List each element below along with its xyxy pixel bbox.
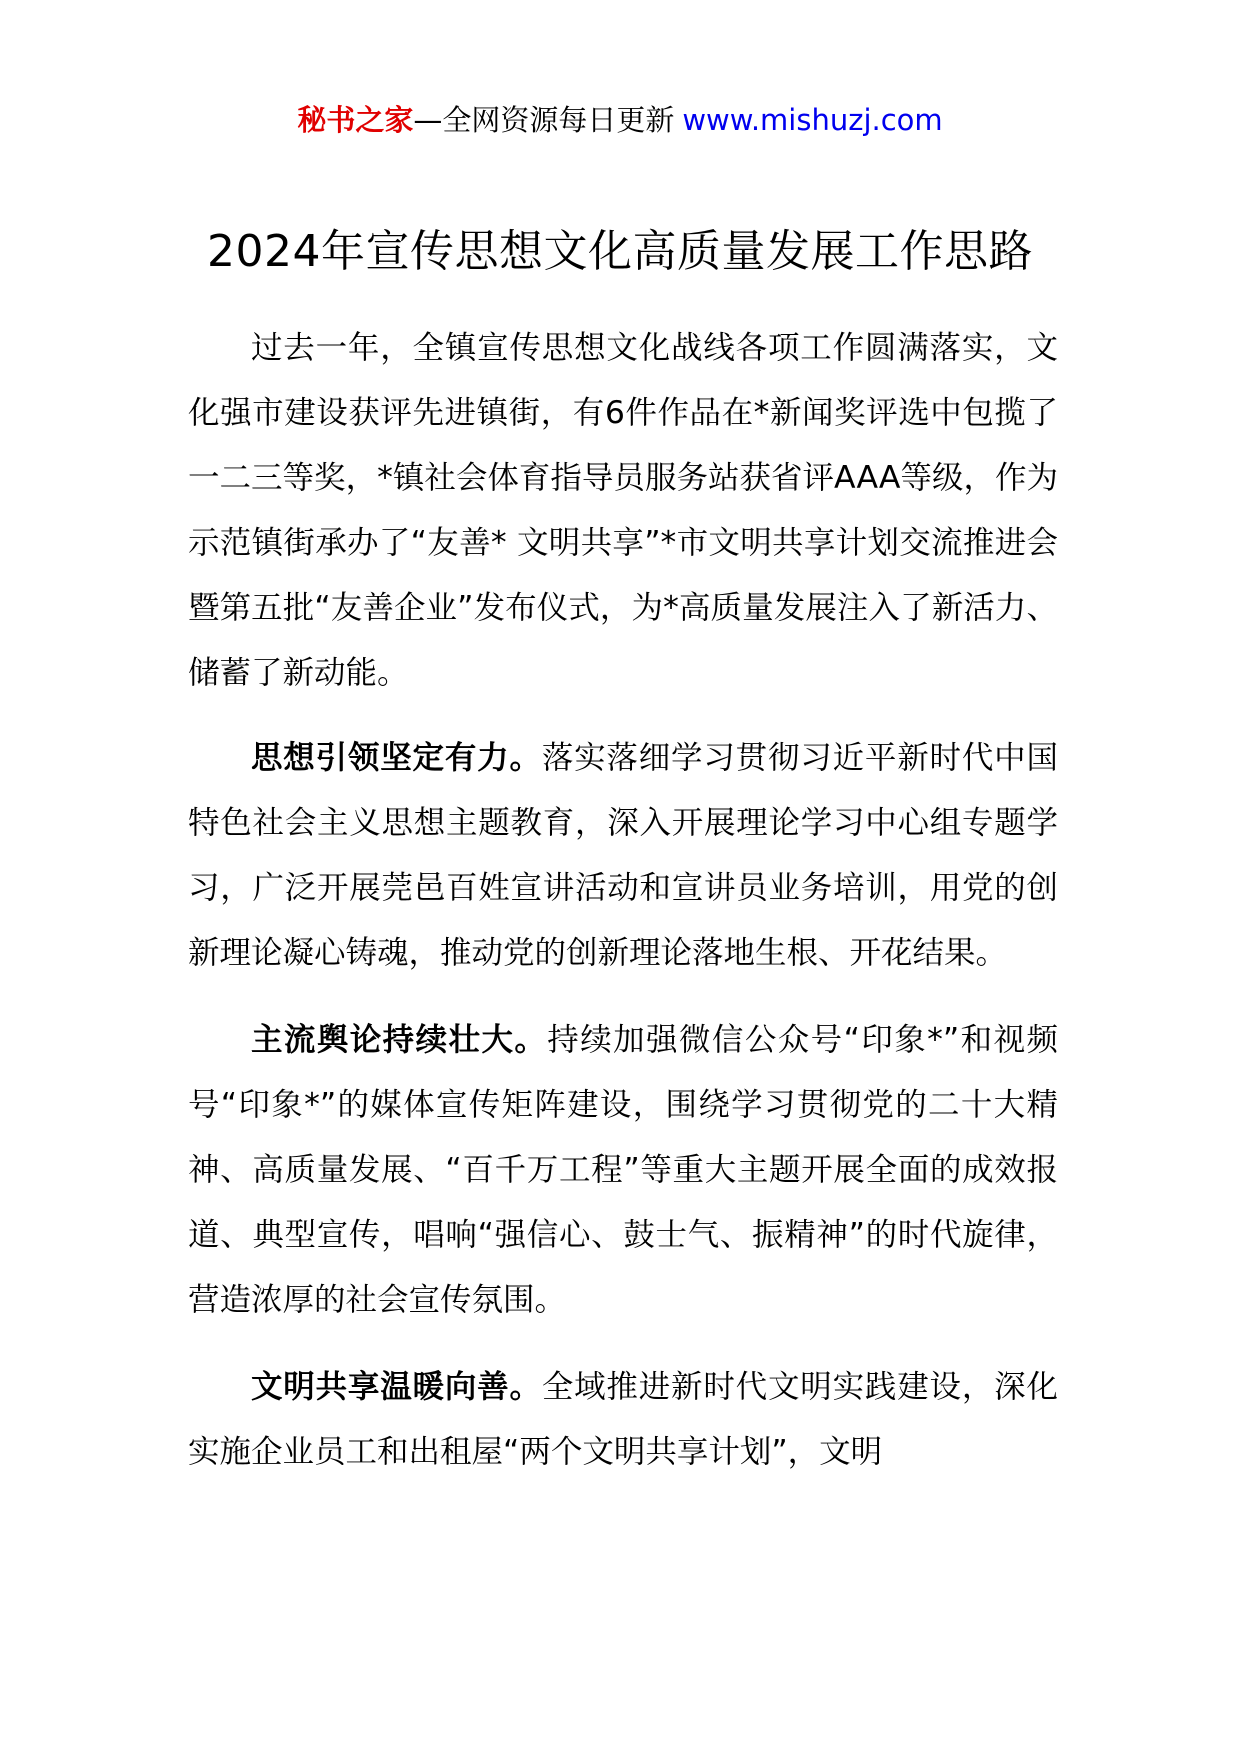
paragraph-text: 全域推进新时代文明实践建设，深化实施企业员工和出租屋“两个文明共享计划”，文明 [188, 1369, 1058, 1470]
header-slogan: —全网资源每日更新 [413, 103, 675, 137]
paragraph-text: 过去一年，全镇宣传思想文化战线各项工作圆满落实，文化强市建设获评先进镇街，有6件作品在*新闻奖评选中包揽了一二三等奖，*镇社会体育指导员服务站获省评AAA等级，作为示范镇街承办了“友善* 文明共享”*市文明共享计划交流推进会暨第五批“友善企业”发布仪式，为*高质量发展注入了新活力、储蓄了新动能。 [188, 330, 1058, 691]
paragraph-lead-heading: 思想引领坚定有力。 [251, 740, 542, 776]
site-url-link[interactable]: www.mishuzj.com [682, 103, 943, 137]
paragraph-lead-heading: 主流舆论持续壮大。 [251, 1022, 548, 1058]
paragraph-intro [188, 316, 1058, 706]
paragraph-text: 持续加强微信公众号“印象*”和视频号“印象*”的媒体宣传矩阵建设，围绕学习贯彻党的二十大精神、高质量发展、“百千万工程”等重大主题开展全面的成效报道、典型宣传，唱响“强信心、鼓士气、振精神”的时代旋律，营造浓厚的社会宣传氛围。 [188, 1022, 1058, 1318]
site-header [0, 100, 1240, 140]
document-title: 2024年宣传思想文化高质量发展工作思路 [207, 226, 1033, 277]
brand-name: 秘书之家 [297, 103, 414, 137]
paragraph-ideology [188, 726, 1058, 986]
paragraph-lead-heading: 文明共享温暖向善。 [251, 1369, 542, 1405]
paragraph-text: 落实落细学习贯彻习近平新时代中国特色社会主义思想主题教育，深入开展理论学习中心组专题学习，广泛开展莞邑百姓宣讲活动和宣讲员业务培训，用党的创新理论凝心铸魂，推动党的创新理论落地生根、开花结果。 [188, 740, 1058, 971]
paragraph-civilization [188, 1355, 1058, 1485]
paragraph-public-opinion [188, 1008, 1058, 1333]
document-body [188, 316, 1058, 1507]
